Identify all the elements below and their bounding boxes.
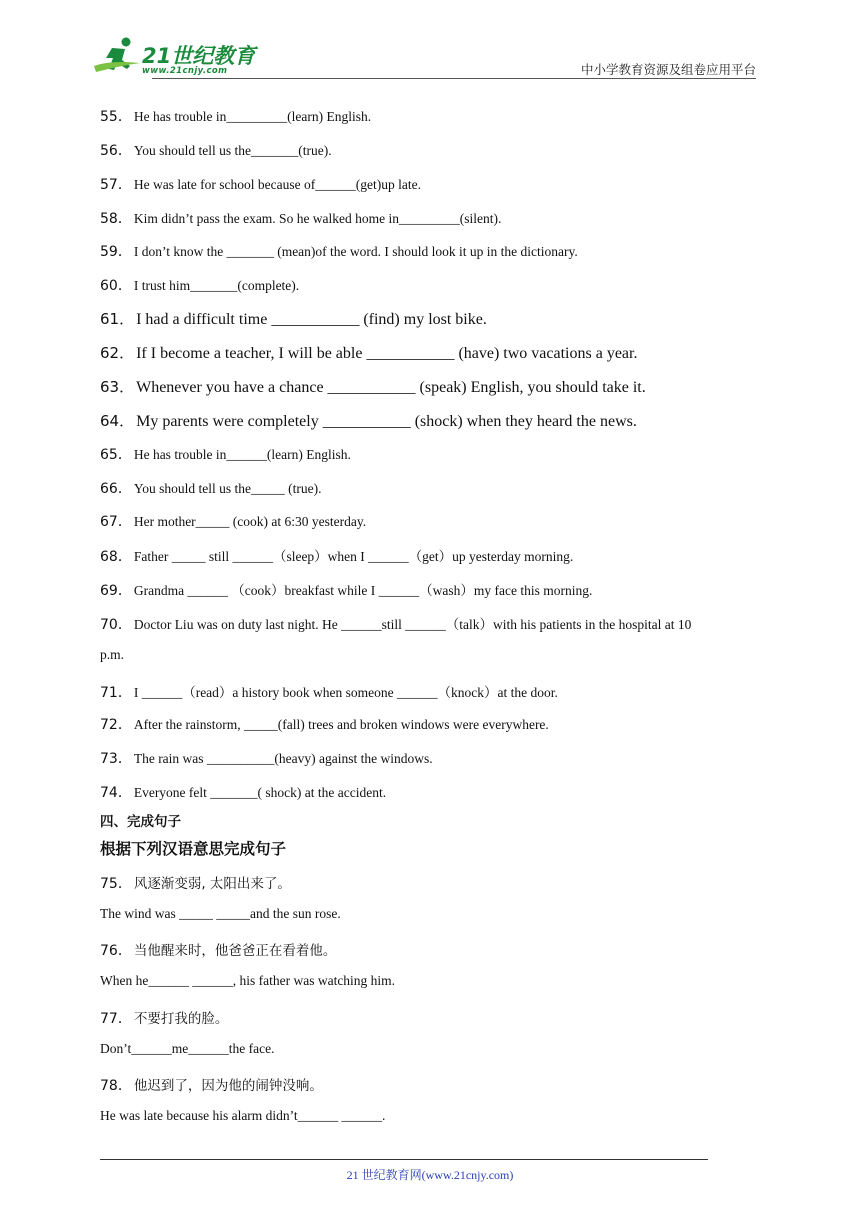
question-text: I ______（read）a history book when someone ______（knock）at the door. — [133, 685, 558, 700]
question-55 — [100, 106, 371, 126]
question-number: 76． — [100, 943, 132, 959]
question-70 — [100, 613, 691, 634]
question-64 — [100, 410, 637, 431]
question-76-prompt — [100, 939, 336, 960]
question-text: If I become a teacher, I will be able ___________ (have) two vacations a year. — [136, 345, 638, 362]
question-57 — [100, 174, 421, 194]
header-tagline: 中小学教育资源及组卷应用平台 — [580, 62, 756, 77]
chinese-sentence: 当他醒来时，他爸爸正在看着他。 — [133, 943, 337, 959]
question-69 — [100, 579, 592, 600]
question-number: 77． — [100, 1011, 132, 1027]
question-number: 59． — [100, 244, 132, 260]
question-number: 74． — [100, 785, 132, 801]
question-76-answer-line: When he______ ______, his father was watching him. — [100, 973, 396, 988]
question-58 — [100, 208, 501, 228]
question-text: Kim didn’t pass the exam. So he walked home in_________(silent). — [133, 211, 502, 226]
question-56 — [100, 140, 332, 160]
question-text: Everyone felt _______( shock) at the accident. — [133, 785, 387, 800]
question-text: You should tell us the_______(true). — [133, 143, 332, 158]
question-number: 61． — [100, 310, 135, 328]
question-text: p.m. — [100, 647, 125, 662]
logo-wordmark: 21世纪教育 — [142, 44, 256, 68]
question-78-prompt — [100, 1074, 323, 1095]
question-71 — [100, 681, 558, 702]
question-number: 65． — [100, 447, 132, 463]
question-number: 70． — [100, 617, 132, 633]
question-78-answer-line: He was late because his alarm didn’t______ ______. — [100, 1108, 386, 1123]
question-77-answer-line: Don’t______me______the face. — [100, 1041, 275, 1056]
question-text: Her mother_____ (cook) at 6:30 yesterday. — [133, 514, 367, 529]
question-number: 66． — [100, 481, 132, 497]
header-divider — [152, 78, 756, 79]
question-75-prompt — [100, 872, 291, 893]
question-text: After the rainstorm, _____(fall) trees and broken windows were everywhere. — [133, 717, 549, 732]
question-60 — [100, 275, 299, 295]
question-number: 71． — [100, 685, 132, 701]
question-number: 58． — [100, 211, 132, 227]
footer-link[interactable]: 21 世纪教育网(www.21cnjy.com) — [346, 1168, 514, 1182]
question-number: 68． — [100, 549, 132, 565]
question-73 — [100, 748, 433, 768]
question-number: 73． — [100, 751, 132, 767]
question-59 — [100, 241, 578, 261]
question-68 — [100, 545, 573, 566]
question-77-prompt — [100, 1007, 228, 1028]
question-text: Grandma ______ （cook）breakfast while I ______（wash）my face this morning. — [133, 583, 593, 598]
question-number: 72． — [100, 717, 132, 733]
question-63 — [100, 376, 646, 397]
question-text: Father _____ still ______（sleep）when I ______（get）up yesterday morning. — [133, 549, 574, 564]
question-text: My parents were completely ___________ (shock) when they heard the news. — [136, 413, 637, 430]
question-text: I had a difficult time ___________ (find) my lost bike. — [136, 311, 487, 328]
question-number: 78． — [100, 1078, 132, 1094]
question-text: I don’t know the _______ (mean)of the word. I should look it up in the dictionary. — [133, 244, 578, 259]
question-66 — [100, 478, 321, 498]
section-instructions: 根据下列汉语意思完成句子 — [100, 840, 287, 858]
footer-divider — [100, 1159, 708, 1160]
question-text: I trust him_______(complete). — [133, 278, 300, 293]
runner-logo-icon — [92, 36, 144, 76]
question-text: You should tell us the_____ (true). — [133, 481, 322, 496]
question-61 — [100, 308, 487, 329]
chinese-sentence: 不要打我的脸。 — [133, 1011, 229, 1027]
question-67 — [100, 511, 366, 531]
question-number: 64． — [100, 412, 135, 430]
question-text: He was late for school because of______(get)up late. — [133, 177, 421, 192]
question-number: 56． — [100, 143, 132, 159]
question-70-continued — [100, 647, 124, 663]
question-text: The rain was __________(heavy) against the windows. — [133, 751, 433, 766]
question-number: 60． — [100, 278, 132, 294]
question-text: Whenever you have a chance ___________ (speak) English, you should take it. — [136, 379, 646, 396]
question-number: 75． — [100, 876, 132, 892]
question-number: 67． — [100, 514, 132, 530]
question-75-answer-line: The wind was _____ _____and the sun rose. — [100, 906, 341, 921]
question-number: 63． — [100, 378, 135, 396]
page-header — [92, 32, 756, 80]
section-heading: 四、完成句子 — [100, 814, 181, 830]
question-number: 62． — [100, 344, 135, 362]
question-number: 69． — [100, 583, 132, 599]
question-number: 57． — [100, 177, 132, 193]
question-text: He has trouble in_________(learn) English. — [133, 109, 372, 124]
question-text: He has trouble in______(learn) English. — [133, 447, 351, 462]
question-number: 55． — [100, 109, 132, 125]
site-logo — [92, 32, 262, 78]
question-text: Doctor Liu was on duty last night. He ______still ______（talk）with his patients in the hospital at 10 — [133, 617, 692, 632]
question-74 — [100, 782, 386, 802]
chinese-sentence: 风逐渐变弱, 太阳出来了。 — [133, 876, 291, 892]
question-62 — [100, 342, 637, 363]
question-65 — [100, 444, 351, 464]
question-72 — [100, 714, 549, 734]
logo-url: www.21cnjy.com — [142, 66, 228, 76]
chinese-sentence: 他迟到了，因为他的闹钟没响。 — [133, 1078, 323, 1094]
